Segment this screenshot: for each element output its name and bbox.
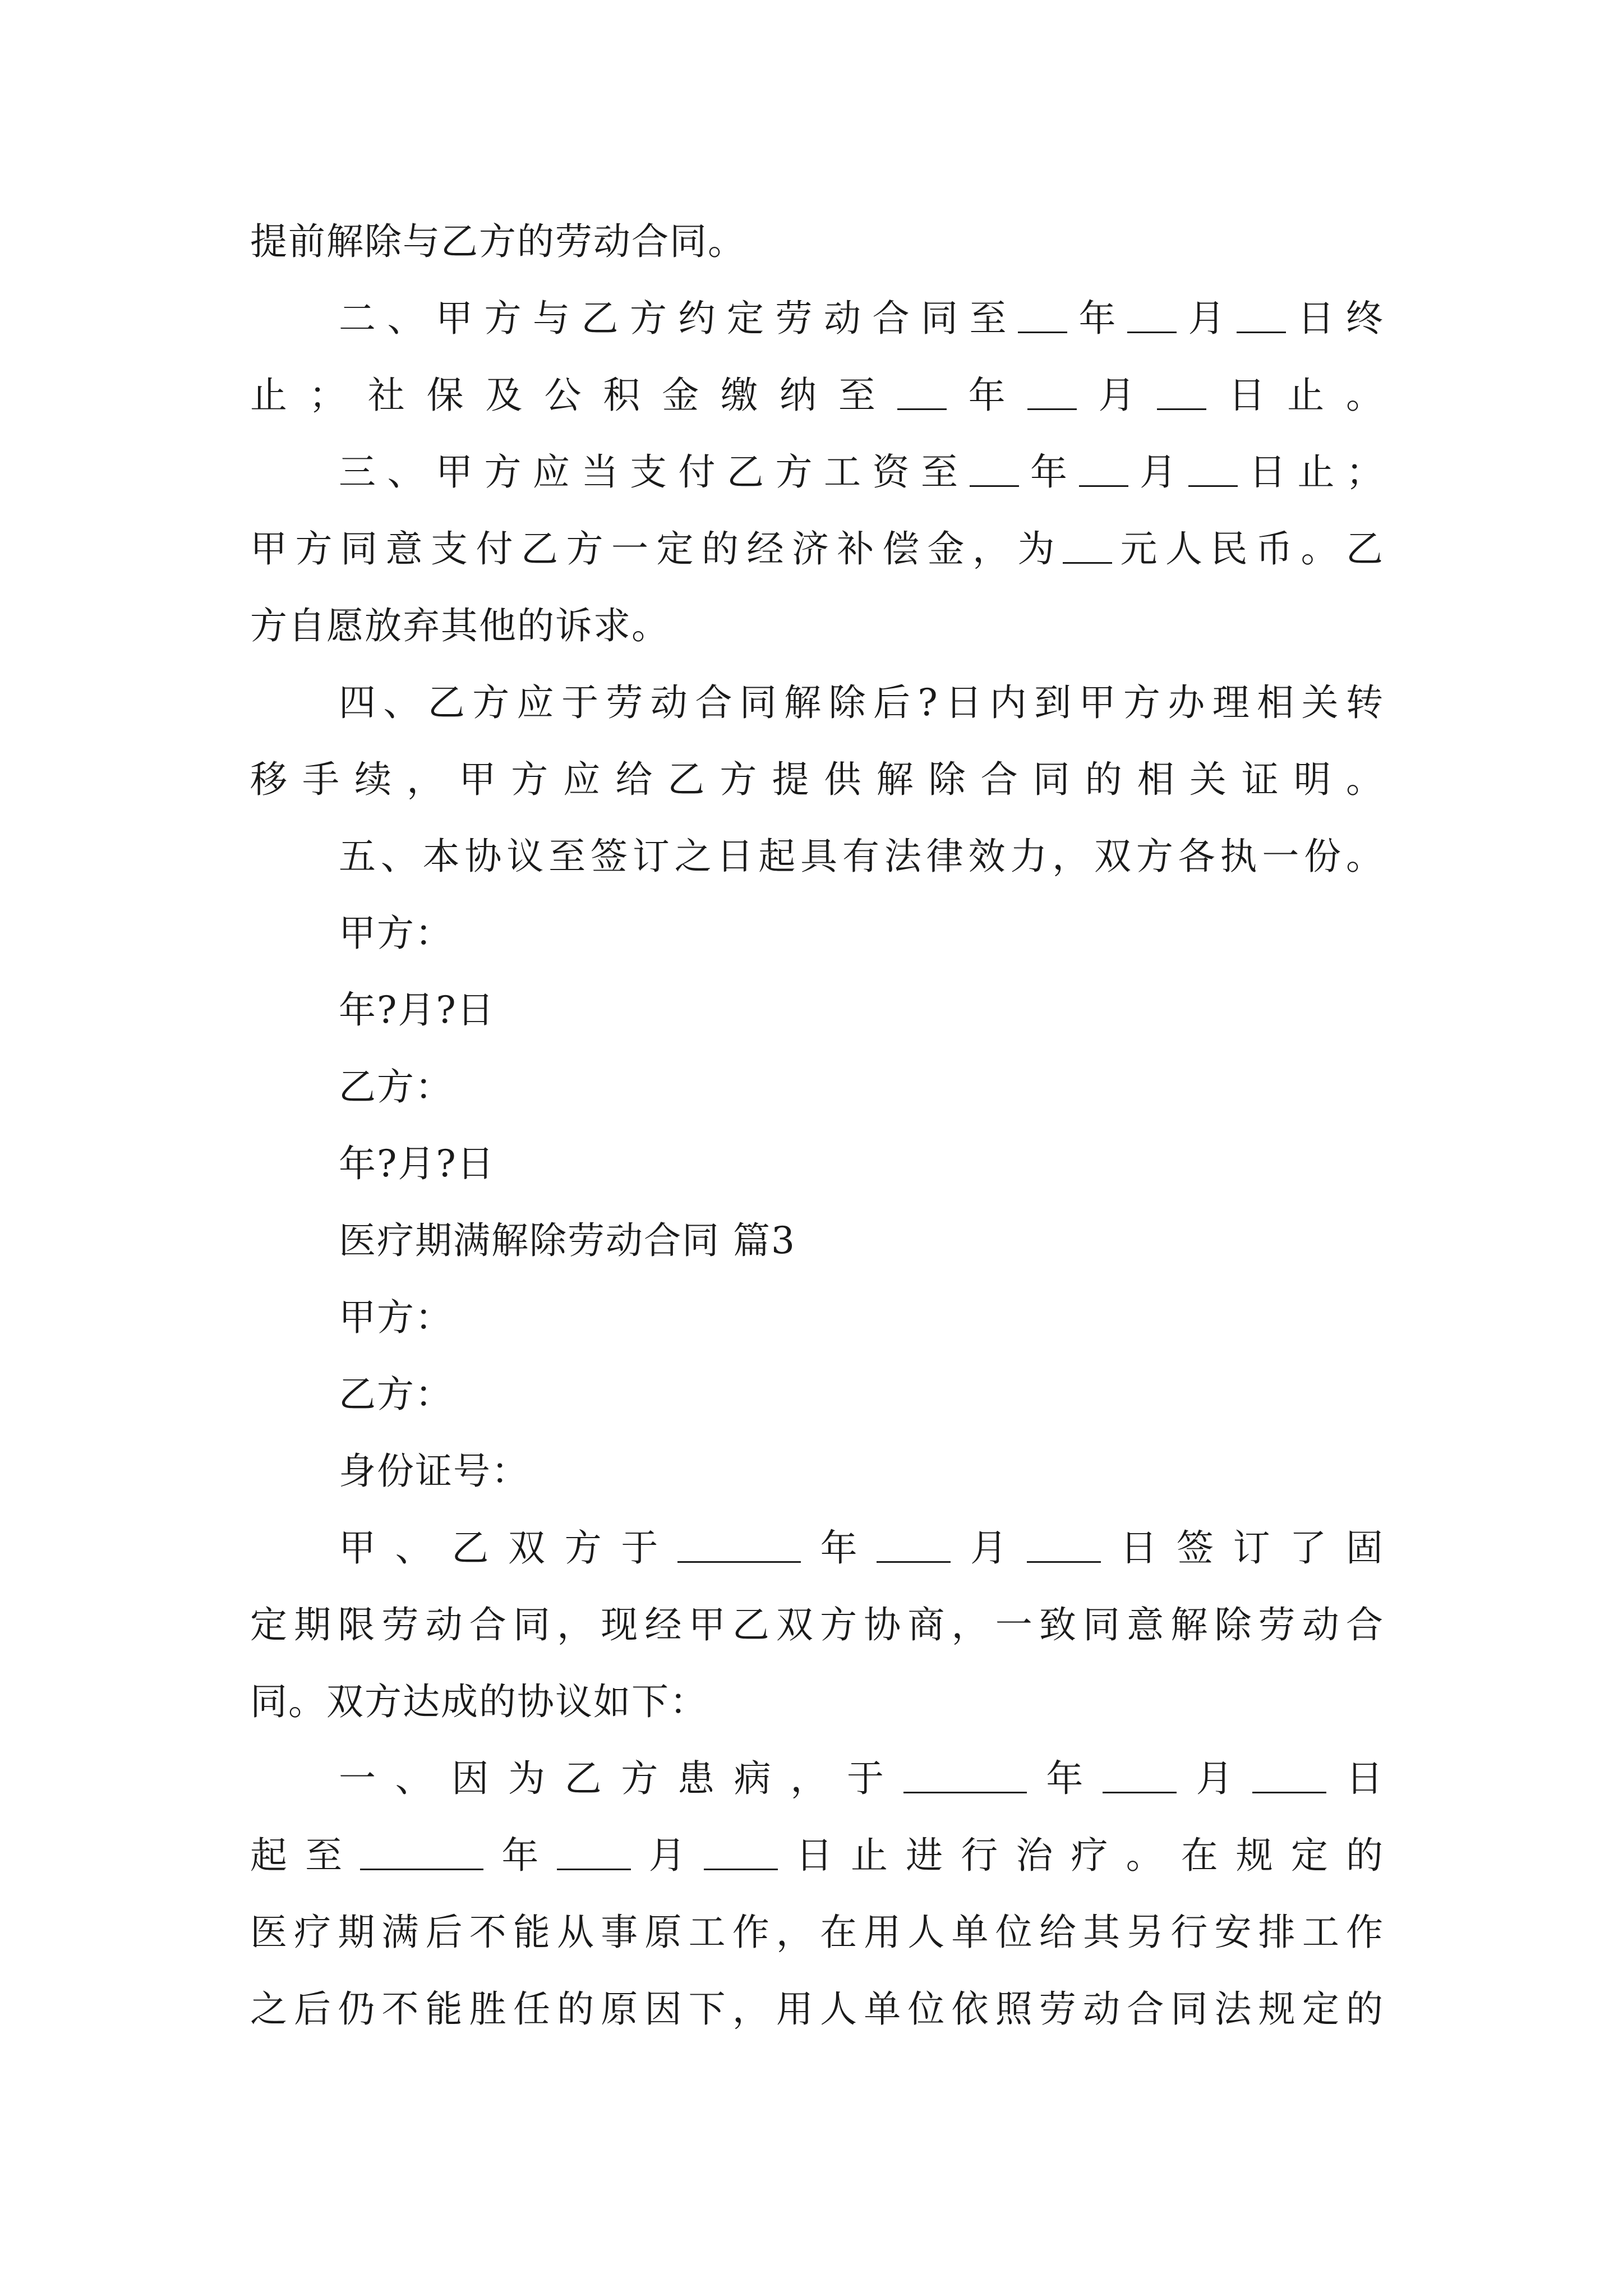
fill-in-blank (1079, 454, 1128, 487)
clause-two-line: 二、甲方与乙方约定劳动合同至 年 月 日终 (339, 297, 1383, 340)
clause-three-line: 方自愿放弃其他的诉求。 (250, 604, 670, 647)
party-b-label: 乙方： (339, 1373, 453, 1416)
party-b-label: 乙方： (339, 1065, 453, 1108)
party-a-label: 甲方： (339, 912, 453, 955)
fill-in-blank (1027, 377, 1077, 410)
fill-in-blank (903, 1760, 1027, 1793)
id-number-label: 身份证号： (339, 1450, 529, 1493)
agreement-intro-line: 甲、乙双方于 年 月 日签订了固 (339, 1526, 1384, 1570)
fill-in-blank (704, 1837, 778, 1870)
paragraph-line: 提前解除与乙方的劳动合同。 (250, 220, 746, 263)
fill-in-blank (897, 377, 947, 410)
fill-in-blank (877, 1530, 951, 1563)
agreement-intro-line: 同。双方达成的协议如下： (250, 1680, 708, 1723)
fill-in-blank (360, 1837, 483, 1870)
clause-four-line: 移手续，甲方应给乙方提供解除合同的相关证明。 (250, 758, 1383, 801)
clause-five-line: 五、本协议至签订之日起具有法律效力，双方各执一份。 (339, 835, 1383, 878)
fill-in-blank (557, 1837, 631, 1870)
fill-in-blank (1157, 377, 1206, 410)
fill-in-blank (677, 1530, 801, 1563)
fill-in-blank (970, 454, 1019, 487)
fill-in-blank (1127, 300, 1177, 333)
fill-in-blank (1252, 1760, 1326, 1793)
date-line: 年?月?日 (339, 1142, 495, 1185)
agreement-intro-line: 定期限劳动合同，现经甲乙双方协商，一致同意解除劳动合 (250, 1603, 1383, 1646)
clause-three-line: 甲方同意支付乙方一定的经济补偿金，为 元人民币。乙 (250, 527, 1383, 570)
fill-in-blank (1237, 300, 1286, 333)
date-line: 年?月?日 (339, 988, 495, 1032)
fill-in-blank (1188, 454, 1238, 487)
fill-in-blank (1063, 531, 1112, 564)
clause-three-line: 三、甲方应当支付乙方工资至 年 月 日止； (339, 450, 1383, 494)
fill-in-blank (1027, 1530, 1101, 1563)
clause-one-line: 医疗期满后不能从事原工作，在用人单位给其另行安排工作 (250, 1911, 1383, 1954)
fill-in-blank (1018, 300, 1067, 333)
clause-four-line: 四、乙方应于劳动合同解除后?日内到甲方办理相关转 (339, 681, 1383, 724)
party-a-label: 甲方： (339, 1296, 453, 1339)
fill-in-blank (1103, 1760, 1177, 1793)
clause-one-line: 起至 年 月 日止进行治疗。在规定的 (250, 1834, 1384, 1877)
clause-one-line: 一、因为乙方患病，于 年 月 日 (339, 1757, 1384, 1800)
clause-one-line: 之后仍不能胜任的原因下，用人单位依照劳动合同法规定的 (250, 1987, 1383, 2031)
section-title: 医疗期满解除劳动合同 篇3 (339, 1219, 796, 1262)
clause-two-line: 止；社保及公积金缴纳至 年 月 日止。 (250, 374, 1384, 417)
